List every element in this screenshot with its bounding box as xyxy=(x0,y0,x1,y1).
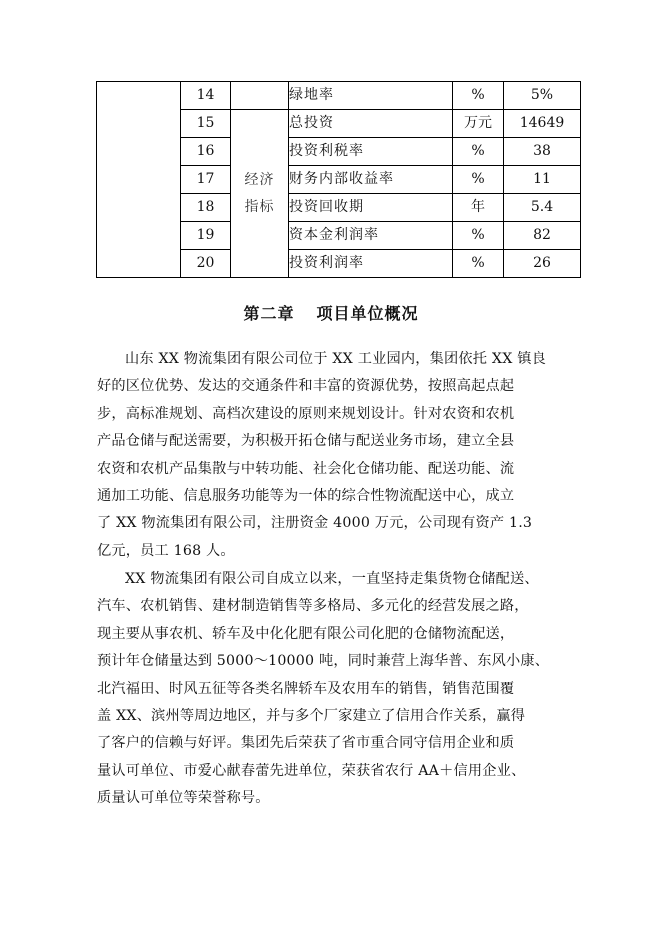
indicator-value: 38 xyxy=(504,138,581,166)
indicator-name: 投资利税率 xyxy=(289,138,453,166)
indicator-unit: % xyxy=(453,166,504,194)
chapter-number: 第二章 xyxy=(243,304,295,323)
row-number: 16 xyxy=(181,138,231,166)
indicator-unit: 万元 xyxy=(453,110,504,138)
row-number: 19 xyxy=(181,222,231,250)
paragraph-line: 盖 XX、滨州等周边地区，并与多个厂家建立了信用合作关系，赢得 xyxy=(97,708,526,725)
indicator-unit: % xyxy=(453,222,504,250)
indicator-name: 总投资 xyxy=(289,110,453,138)
row-number: 20 xyxy=(181,250,231,278)
paragraph-line: 亿元，员工 168 人。 xyxy=(97,542,235,559)
table-row xyxy=(97,82,581,110)
row-number: 17 xyxy=(181,166,231,194)
chapter-title: 项目单位概况 xyxy=(316,304,419,323)
indicator-value: 11 xyxy=(504,166,581,194)
indicator-name: 财务内部收益率 xyxy=(289,166,453,194)
category-line-2: 指标 xyxy=(244,198,275,215)
indicator-unit: % xyxy=(453,138,504,166)
paragraph-line: 预计年仓储量达到 5000～10000 吨，同时兼营上海华普、东风小康、 xyxy=(97,653,550,670)
indicator-value: 82 xyxy=(504,222,581,250)
paragraph-line: 步，高标准规划、高档次建设的原则来规划设计。针对农资和农机 xyxy=(97,405,515,422)
paragraph-line: 质量认可单位等荣誉称号。 xyxy=(97,790,270,807)
indicator-name: 投资回收期 xyxy=(289,194,453,222)
paragraph-line: XX 物流集团有限公司自成立以来，一直坚持走集货物仓储配送、 xyxy=(125,571,539,587)
paragraph-line: 汽车、农机销售、建材制造销售等多格局、多元化的经营发展之路， xyxy=(97,598,529,615)
indicator-value: 5% xyxy=(504,82,581,110)
paragraph-line: 量认可单位、市爱心献春蕾先进单位，荣获省农行 AA＋信用企业、 xyxy=(97,762,526,779)
paragraph-line: 了客户的信赖与好评。集团先后荣获了省市重合同守信用企业和质 xyxy=(97,735,515,752)
chapter-heading xyxy=(0,301,662,324)
category-cell xyxy=(231,110,289,278)
paragraph-line: 现主要从事农机、轿车及中化化肥有限公司化肥的仓储物流配送， xyxy=(97,625,515,642)
blank-cell xyxy=(231,82,289,110)
indicator-unit: 年 xyxy=(453,194,504,222)
paragraph-company-intro xyxy=(97,346,567,565)
indicator-name: 投资利润率 xyxy=(289,250,453,278)
category-line-1: 经济 xyxy=(244,171,275,188)
paragraph-line: 了 XX 物流集团有限公司，注册资金 4000 万元，公司现有资产 1.3 xyxy=(97,515,533,532)
paragraph-line: 好的区位优势、发达的交通条件和丰富的资源优势，按照高起点起 xyxy=(97,378,515,395)
indicator-value: 5.4 xyxy=(504,194,581,222)
paragraph-company-business xyxy=(97,566,567,813)
indicators-table xyxy=(96,81,581,278)
indicator-unit: % xyxy=(453,250,504,278)
row-number: 18 xyxy=(181,194,231,222)
paragraph-line: 农资和农机产品集散与中转功能、社会化仓储功能、配送功能、流 xyxy=(97,460,515,477)
indicator-name: 绿地率 xyxy=(289,82,453,110)
indicator-value: 14649 xyxy=(504,110,581,138)
paragraph-line: 北汽福田、时风五征等各类名牌轿车及农用车的销售，销售范围覆 xyxy=(97,680,515,697)
indicator-value: 26 xyxy=(504,250,581,278)
indicator-unit: % xyxy=(453,82,504,110)
row-number: 14 xyxy=(181,82,231,110)
paragraph-line: 产品仓储与配送需要，为积极开拓仓储与配送业务市场，建立全县 xyxy=(97,433,515,450)
blank-cell xyxy=(97,82,181,278)
paragraph-line: 通加工功能、信息服务功能等为一体的综合性物流配送中心，成立 xyxy=(97,488,515,505)
paragraph-line: 山东 XX 物流集团有限公司位于 XX 工业园内，集团依托 XX 镇良 xyxy=(125,351,546,367)
row-number: 15 xyxy=(181,110,231,138)
indicator-name: 资本金利润率 xyxy=(289,222,453,250)
